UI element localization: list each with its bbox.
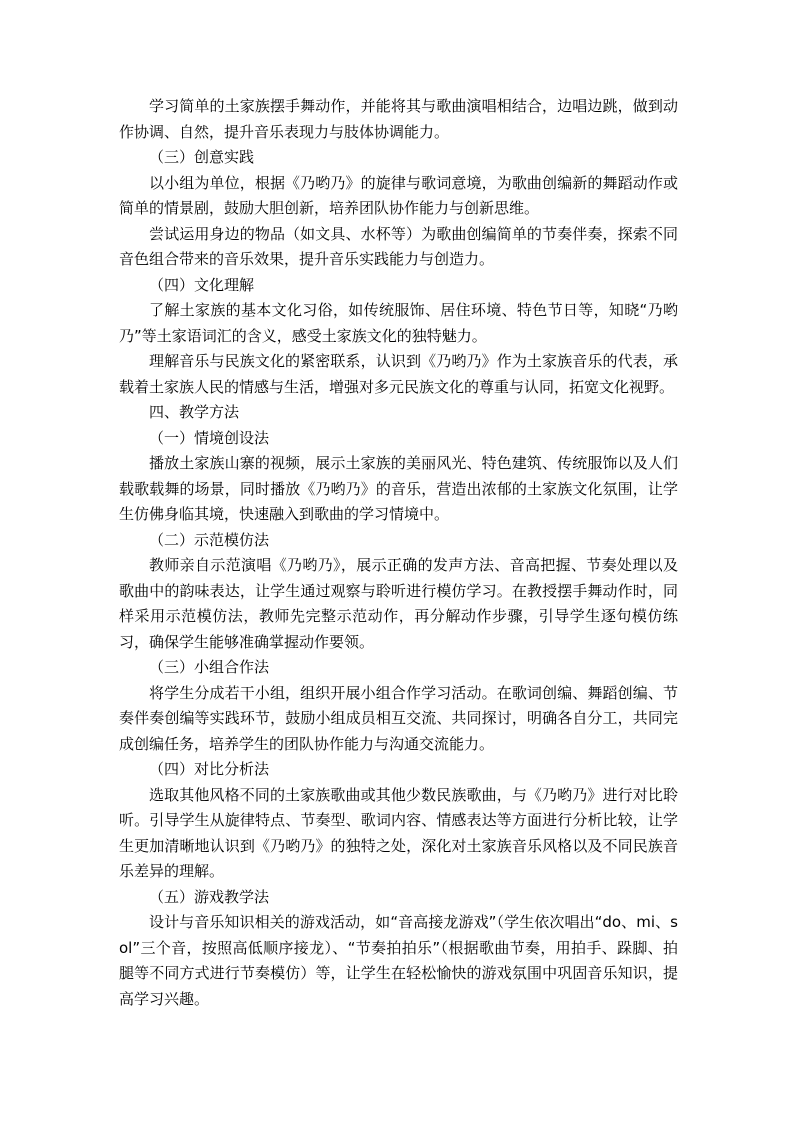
section-heading: （四）对比分析法	[149, 760, 270, 778]
section-heading: （五）游戏教学法	[149, 887, 270, 906]
paragraph: 了解土家族的基本文化习俗，如传统服饰、居住环境、特色节日等，知晓“乃哟乃”等土家语词汇的含义，感受土家族文化的独特魅力。	[119, 301, 678, 345]
section-heading: （四）文化理解	[149, 275, 255, 294]
paragraph: 播放土家族山寨的视频，展示土家族的美丽风光、特色建筑、传统服饰以及人们载歌载舞的场景，同时播放《乃哟乃》的音乐，营造出浓郁的土家族文化氛围，让学生仿佛身临其境，快速融入到歌曲的学习情境中。	[119, 454, 678, 523]
paragraph: 选取其他风格不同的土家族歌曲或其他少数民族歌曲，与《乃哟乃》进行对比聆听。引导学生从旋律特点、节奏型、歌词内容、情感表达等方面进行分析比较，让学生更加清晰地认识到《乃哟乃》的独特之处，深化对土家族音乐风格以及不同民族音乐差异的理解。	[119, 785, 678, 880]
paragraph: 学习简单的土家族摆手舞动作，并能将其与歌曲演唱相结合，边唱边跳，做到动作协调、自然，提升音乐表现力与肢体协调能力。	[119, 97, 678, 141]
section-heading: （三）小组合作法	[149, 658, 270, 676]
paragraph: 设计与音乐知识相关的游戏活动，如“音高接龙游戏”（学生依次唱出“do、mi、sol”三个音，按照高低顺序接龙）、“节奏拍拍乐”（根据歌曲节奏，用拍手、跺脚、拍腿等不同方式进行节奏模仿）等，让学生在轻松愉快的游戏氛围中巩固音乐知识，提高学习兴趣。	[119, 913, 678, 1008]
paragraph: 尝试运用身边的物品（如文具、水杯等）为歌曲创编简单的节奏伴奏，探索不同音色组合带来的音乐效果，提升音乐实践能力与创造力。	[119, 224, 678, 268]
chapter-heading: 四、教学方法	[149, 403, 240, 421]
paragraph: 以小组为单位，根据《乃哟乃》的旋律与歌词意境，为歌曲创编新的舞蹈动作或简单的情景剧，鼓励大胆创新，培养团队协作能力与创新思维。	[119, 173, 678, 217]
section-heading: （三）创意实践	[149, 148, 255, 166]
section-heading: （一）情境创设法	[149, 428, 270, 447]
section-heading: （二）示范模仿法	[149, 530, 270, 549]
paragraph: 将学生分成若干小组，组织开展小组合作学习活动。在歌词创编、舞蹈创编、节奏伴奏创编等实践环节，鼓励小组成员相互交流、共同探讨，明确各自分工，共同完成创编任务，培养学生的团队协作能力与沟通交流能力。	[119, 683, 678, 753]
paragraph: 教师亲自示范演唱《乃哟乃》，展示正确的发声方法、音高把握、节奏处理以及歌曲中的韵味表达，让学生通过观察与聆听进行模仿学习。在教授摆手舞动作时，同样采用示范模仿法，教师先完整示范动作，再分解动作步骤，引导学生逐句模仿练习，确保学生能够准确掌握动作要领。	[119, 556, 678, 651]
paragraph: 理解音乐与民族文化的紧密联系，认识到《乃哟乃》作为土家族音乐的代表，承载着土家族人民的情感与生活，增强对多元民族文化的尊重与认同，拓宽文化视野。	[119, 352, 678, 396]
